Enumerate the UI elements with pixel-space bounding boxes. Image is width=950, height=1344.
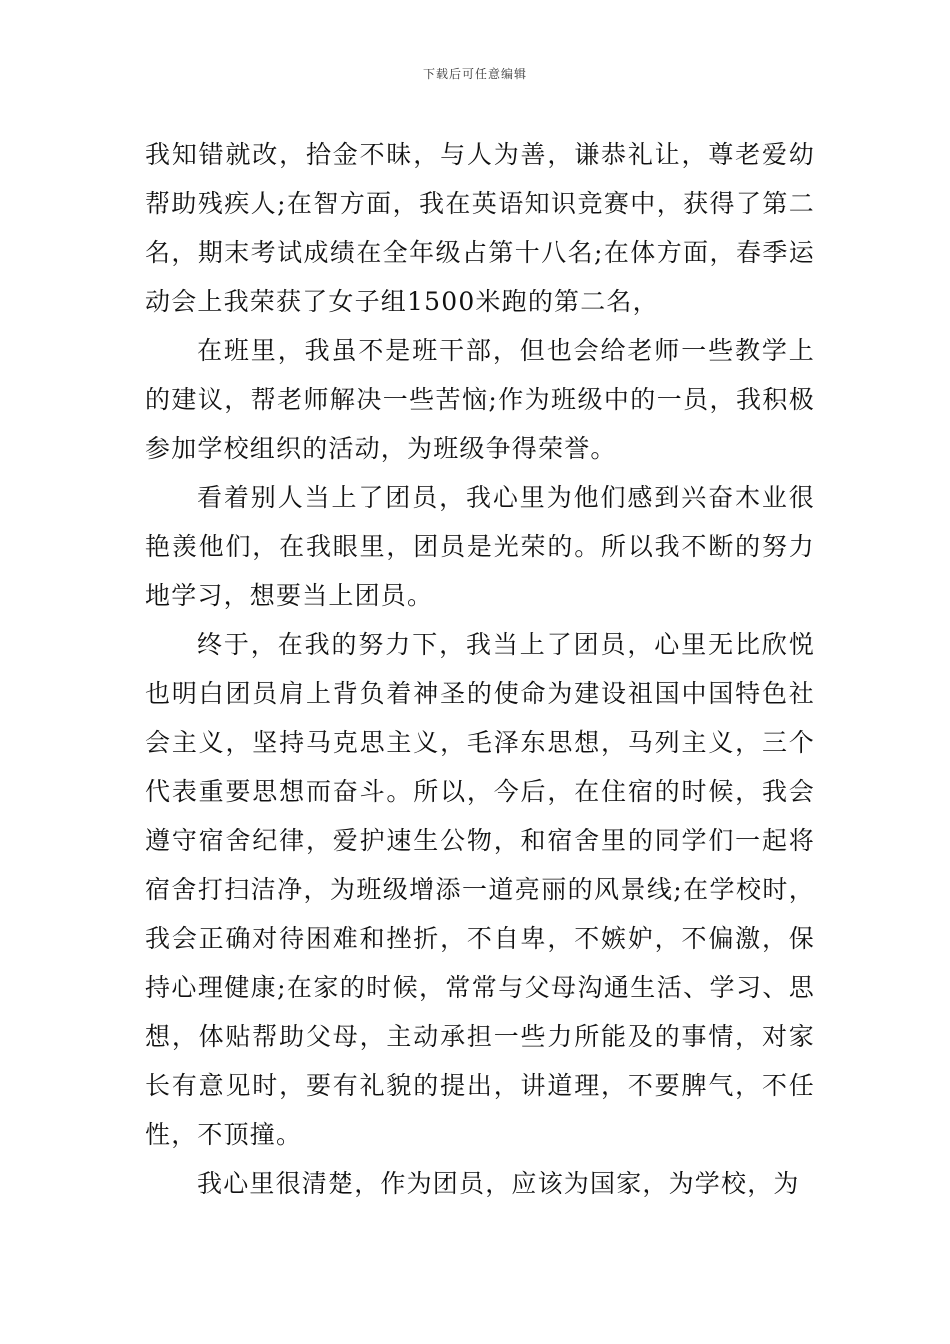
paragraph-1: 我知错就改，拾金不昧，与人为善，谦恭礼让，尊老爱幼帮助残疾人;在智方面，我在英语知识竞赛中，获得了第二名，期末考试成绩在全年级占第十八名;在体方面，春季运动会上我荣获了女子组1500米跑的第二名，	[145, 140, 815, 316]
paragraph-4: 终于，在我的努力下，我当上了团员，心里无比欣悦也明白团员肩上背负着神圣的使命为建设祖国中国特色社会主义，坚持马克思主义，毛泽东思想，马列主义，三个代表重要思想而奋斗。所以，今后，在住宿的时候，我会遵守宿舍纪律，爱护速生公物，和宿舍里的同学们一起将宿舍打扫洁净，为班级增添一道亮丽的风景线;在学校时，我会正确对待困难和挫折，不自卑，不嫉妒，不偏激，保持心理健康;在家的时候，常常与父母沟通生活、学习、思想，体贴帮助父母，主动承担一些力所能及的事情，对家长有意见时，要有礼貌的提出，讲道理，不要脾气，不任性，不顶撞。	[145, 630, 815, 1149]
page-header-note: 下载后可任意编辑	[422, 67, 527, 81]
document-body	[145, 130, 815, 1208]
paragraph-3: 看着别人当上了团员，我心里为他们感到兴奋木业很艳羡他们，在我眼里，团员是光荣的。所以我不断的努力地学习，想要当上团员。	[145, 483, 815, 610]
paragraph-5: 我心里很清楚，作为团员，应该为国家，为学校，为	[197, 1169, 800, 1198]
paragraph-2: 在班里，我虽不是班干部，但也会给老师一些教学上的建议，帮老师解决一些苦恼;作为班级中的一员，我积极参加学校组织的活动，为班级争得荣誉。	[145, 336, 815, 463]
